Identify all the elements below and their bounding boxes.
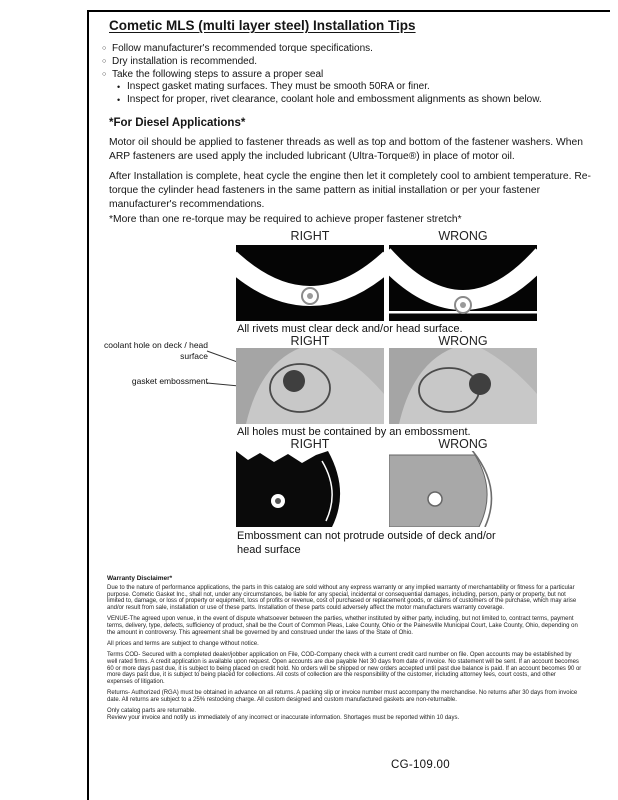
- list-item: [102, 43, 588, 56]
- wrong-label: WRONG: [438, 334, 488, 348]
- tip-text: Dry installation is recommended.: [112, 55, 258, 67]
- tip-text: Inspect for proper, rivet clearance, coolant hole and embossment alignments as shown below.: [127, 94, 542, 106]
- warranty-disclaimer-heading: Warranty Disclaimer*: [107, 575, 173, 582]
- disclaimer-paragraph: VENUE-The agreed upon venue, in the event of dispute whatsoever between the parties, whether instituted by either party, including, but not limited to, contract terms, payment terms, delivery, type, defects, sufficiency of product, shall be the Court of Common Pleas, Lake County, Ohio or the Painesville Municipal Court, Lake County, Ohio, depending on the amount in controversy. This agreement shall be governed by and construed under the laws of the State of Ohio.: [107, 616, 578, 636]
- disclaimer-paragraph: Only catalog parts are returnable.: [107, 708, 197, 715]
- right-label: RIGHT: [290, 437, 330, 451]
- tip-text: Follow manufacturer's recommended torque specifications.: [112, 43, 373, 54]
- diesel-paragraph-2: After Installation is complete, heat cycle the engine then let it completely cool to ambient temperature. Re-torque the cylinder head fasteners in the same pattern as initial installation or per your fastener manufacturer's recommendations.: [109, 171, 591, 210]
- list-item: [102, 56, 588, 69]
- diagram-protrusion-right: [236, 451, 384, 527]
- disclaimer-paragraph: Terms COD- Secured with a completed dealer/jobber application on File, COD-Company check with a current credit card number on file. Open accounts may be established by well rated firms. A credit application is available upon request. Open accounts are due payable Net 30 days from date of invoice. No statement will be sent. If an account becomes 60 or more days past due, it is subject to being placed on credit hold. No orders will be shipped or new orders accepted until past due balance is paid. If an account becomes 90 or more days past due, it is subject to being placed for collections. All costs of collection are the responsibility of the customer, including attorney fees, court costs, and other expenses of litigation.: [107, 652, 582, 685]
- list-item: [117, 94, 588, 107]
- wrong-label: WRONG: [438, 437, 488, 451]
- diagram-embossment-wrong: [389, 348, 537, 424]
- left-border-rule: [87, 10, 89, 800]
- page-number: CG-109.00: [391, 759, 450, 771]
- warranty-disclaimer-body: [107, 585, 583, 726]
- right-label: RIGHT: [290, 229, 330, 243]
- sub-bullet-icon: •: [117, 95, 121, 106]
- diesel-applications-heading: *For Diesel Applications*: [109, 117, 246, 129]
- diagram-embossment-right: [236, 348, 384, 424]
- bullet-icon: ○: [102, 57, 107, 65]
- diagram-rivet-wrong: [389, 245, 537, 321]
- retorque-note: *More than one re-torque may be required to achieve proper fastener stretch*: [109, 214, 462, 225]
- wrong-label: WRONG: [438, 229, 488, 243]
- diagram-caption: All holes must be contained by an embossment.: [237, 426, 471, 438]
- right-label: RIGHT: [290, 334, 330, 348]
- list-item: [117, 81, 588, 94]
- disclaimer-paragraph: Returns- Authorized (RGA) must be obtained in advance on all returns. A packing slip or invoice number must accompany the merchandise. No returns after 30 days from invoice date. All returns are subject to a 25% restocking charge. All custom designed and custom manufactured gaskets are non-returnable.: [107, 690, 578, 703]
- bullet-icon: ○: [102, 45, 107, 52]
- diagram-rivet-right: [236, 245, 384, 321]
- diagram-caption: Embossment can not protrude outside of deck and/or head surface: [237, 530, 496, 556]
- diesel-paragraph-1: Motor oil should be applied to fastener threads as well as top and bottom of the fastener washers. When ARP fasteners are used apply the included lubricant (Ultra-Torque®) in place of motor oil.: [109, 137, 583, 162]
- coolant-hole-annotation: coolant hole on deck / head surface: [104, 340, 208, 361]
- disclaimer-paragraph: Review your invoice and notify us immediately of any incorrect or inaccurate information. Shortages must be reported within 10 days.: [107, 715, 460, 722]
- gasket-embossment-annotation: gasket embossment: [131, 376, 208, 386]
- diagram-protrusion-wrong: [389, 451, 537, 527]
- list-item: [102, 69, 588, 82]
- page-title: Cometic MLS (multi layer steel) Installation Tips: [109, 18, 416, 33]
- sub-bullet-icon: •: [117, 82, 121, 93]
- top-border-rule: [87, 10, 610, 12]
- diagram-caption: All rivets must clear deck and/or head surface.: [237, 323, 463, 335]
- installation-tips-list: [102, 43, 588, 107]
- disclaimer-paragraph: Due to the nature of performance applications, the parts in this catalog are sold without any express warranty or any implied warranty of merchantability or fitness for a particular purpose. Cometic Gasket Inc., shall not, under any circumstances, be liable for any special, incidental or consequential damages, including, person, party or property, but not limited to, damage, or loss of property or equipment, loss of profits or revenue, cost of purchased or replacement goods, or claims of customers of the purchase, which may arise and/or result from sale, installation or use of these parts. Installation of these parts could adversely affect the motor manufacturers warranty coverage.: [107, 585, 577, 612]
- disclaimer-paragraph: All prices and terms are subject to change without notice.: [107, 640, 259, 647]
- tip-text: Inspect gasket mating surfaces. They must be smooth 50RA or finer.: [127, 81, 430, 93]
- tip-text: Take the following steps to assure a proper seal: [112, 68, 324, 80]
- bullet-icon: ○: [102, 70, 107, 78]
